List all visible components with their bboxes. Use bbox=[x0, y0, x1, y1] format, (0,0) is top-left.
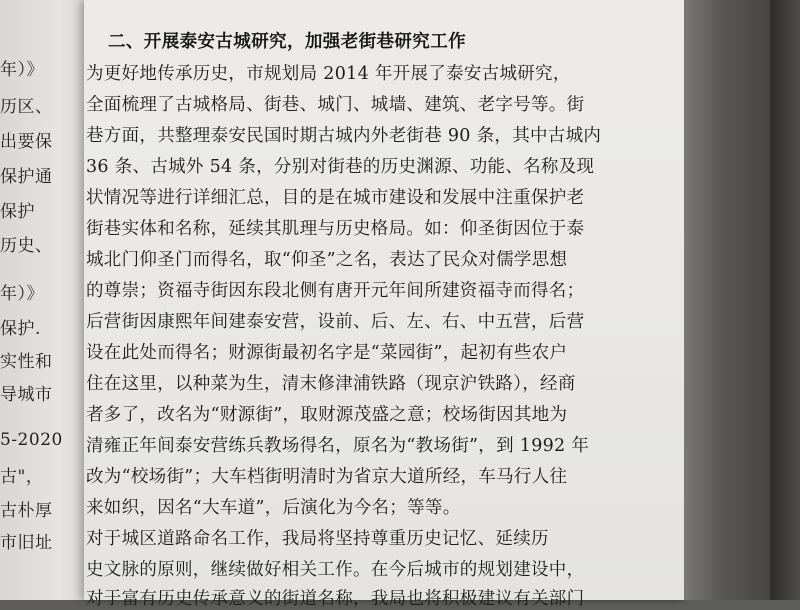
left-page-fragment: 保护. bbox=[0, 319, 41, 339]
background-surface bbox=[684, 0, 800, 600]
paragraph-line: 史文脉的原则，继续做好相关工作。在今后城市的规划建设中， bbox=[86, 560, 585, 580]
left-page-fragment: 导城市 bbox=[0, 385, 53, 405]
background-edge bbox=[770, 0, 800, 600]
left-page-fragment: 年）》 bbox=[0, 284, 44, 304]
section-heading: 二、开展泰安古城研究，加强老街巷研究工作 bbox=[108, 32, 466, 52]
paragraph-line: 对于富有历史传承意义的街道名称，我局也将积极建议有关部门 bbox=[86, 589, 585, 609]
paragraph-line: 设在此处而得名；财源街最初名字是“菜园街”，起初有些农户 bbox=[86, 343, 568, 363]
left-page-fragment: 实性和 bbox=[0, 352, 53, 372]
left-page-fragment: 保护通 bbox=[0, 167, 53, 187]
paragraph-line: 街巷实体和名称，延续其肌理与历史格局。如：仰圣街因位于泰 bbox=[86, 219, 585, 239]
paragraph-line: 对于城区道路命名工作，我局将坚持尊重历史记忆、延续历 bbox=[86, 529, 549, 549]
paragraph-line: 状情况等进行详细汇总，目的是在城市建设和发展中注重保护老 bbox=[86, 188, 585, 208]
paragraph-line: 来如织，因名“大车道”，后演化为今名；等等。 bbox=[86, 498, 461, 518]
left-page-fragment: 5-2020 bbox=[0, 430, 63, 450]
left-page-fragment: 出要保 bbox=[0, 132, 53, 152]
left-page-fragment: 历史、 bbox=[0, 236, 53, 256]
paragraph-line: 后营街因康熙年间建泰安营，设前、后、左、右、中五营，后营 bbox=[86, 312, 585, 332]
paragraph-line: 住在这里，以种菜为生，清末修津浦铁路（现京沪铁路），经商 bbox=[86, 374, 576, 394]
left-page-fragment: 市旧址 bbox=[0, 533, 53, 553]
left-page-fragment: 年）》 bbox=[0, 60, 44, 80]
paragraph-line: 36 条、古城外 54 条，分别对街巷的历史渊源、功能、名称及现 bbox=[86, 157, 595, 177]
paragraph-line: 全面梳理了古城格局、街巷、城门、城墙、建筑、老字号等。街 bbox=[86, 95, 585, 115]
left-page-fragment: 历区、 bbox=[0, 97, 53, 117]
paragraph-line: 巷方面，共整理泰安民国时期古城内外老街巷 90 条，其中古城内 bbox=[86, 126, 602, 146]
paragraph-line: 城北门仰圣门而得名，取“仰圣”之名，表达了民众对儒学思想 bbox=[86, 250, 568, 270]
paragraph-line: 清雍正年间泰安营练兵教场得名，原名为“教场街”，到 1992 年 bbox=[86, 436, 590, 456]
paragraph-line: 改为“校场街”；大车档街明清时为省京大道所经，车马行人往 bbox=[86, 467, 568, 487]
paragraph-line: 的尊崇；资福寺街因东段北侧有唐开元年间所建资福寺而得名； bbox=[86, 281, 585, 301]
left-page-fragment: 古"， bbox=[0, 467, 44, 487]
left-page-fragment: 古朴厚 bbox=[0, 501, 53, 521]
paragraph-line: 为更好地传承历史，市规划局 2014 年开展了泰安古城研究， bbox=[86, 64, 571, 84]
paragraph-line: 者多了，改名为“财源街”，取财源茂盛之意；校场街因其地为 bbox=[86, 405, 568, 425]
left-page-fragment: 保护 bbox=[0, 202, 35, 222]
